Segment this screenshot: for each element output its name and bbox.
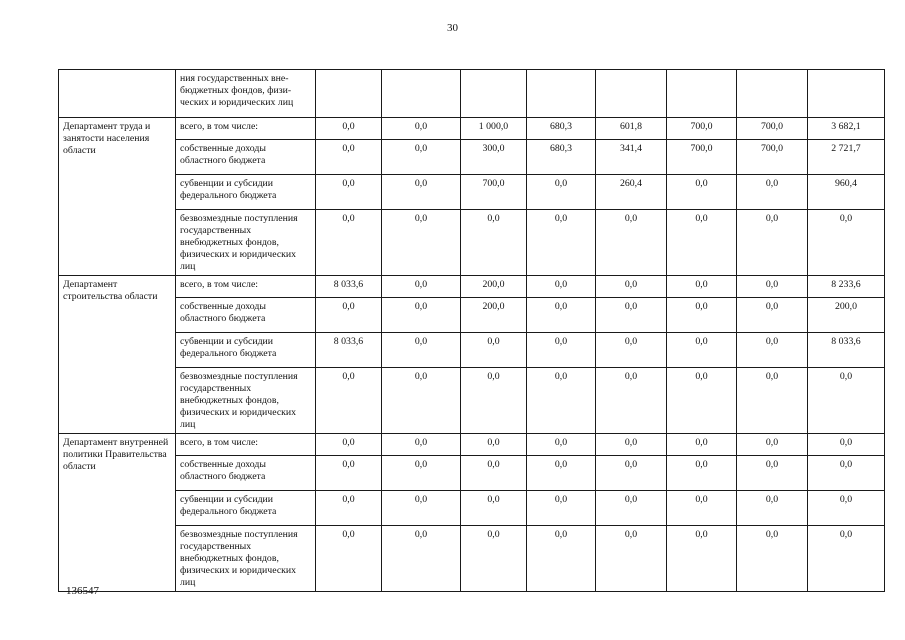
value-cell: 0,0: [667, 276, 737, 298]
value-cell: 680,3: [527, 140, 596, 175]
value-cell: 0,0: [596, 276, 667, 298]
value-cell: 0,0: [596, 456, 667, 491]
value-cell: 1 000,0: [461, 118, 527, 140]
value-cell: 0,0: [667, 491, 737, 526]
value-cell: 0,0: [737, 210, 808, 276]
funding-source-cell: безвозмездные поступления государственных внебюджетных фондов, физических и юридических лиц: [176, 526, 316, 592]
value-cell: 0,0: [527, 368, 596, 434]
value-cell: 0,0: [667, 526, 737, 592]
value-cell: 0,0: [737, 175, 808, 210]
value-cell: 0,0: [527, 491, 596, 526]
value-cell: 0,0: [461, 456, 527, 491]
value-cell: 200,0: [461, 276, 527, 298]
value-cell: 0,0: [316, 434, 382, 456]
funding-source-cell: собственные доходы областного бюджета: [176, 456, 316, 491]
value-cell: 0,0: [667, 368, 737, 434]
value-cell: 0,0: [316, 298, 382, 333]
table-row: [59, 298, 885, 333]
value-cell: 0,0: [316, 491, 382, 526]
value-cell: 700,0: [667, 140, 737, 175]
value-cell: 0,0: [316, 118, 382, 140]
value-cell: 0,0: [316, 210, 382, 276]
value-cell: 0,0: [596, 491, 667, 526]
department-cell: Департамент строительства области: [59, 276, 176, 434]
value-cell: 0,0: [382, 140, 461, 175]
funding-source-cell: всего, в том числе:: [176, 434, 316, 456]
value-cell: 0,0: [527, 333, 596, 368]
value-cell: 0,0: [737, 368, 808, 434]
total-cell: 0,0: [808, 210, 885, 276]
value-cell: 300,0: [461, 140, 527, 175]
value-cell: 0,0: [382, 118, 461, 140]
value-cell: 0,0: [527, 175, 596, 210]
value-cell: 700,0: [461, 175, 527, 210]
value-cell: 0,0: [737, 333, 808, 368]
value-cell: 0,0: [527, 456, 596, 491]
total-cell: 8 233,6: [808, 276, 885, 298]
value-cell: 0,0: [461, 526, 527, 592]
total-cell: 0,0: [808, 526, 885, 592]
value-cell: 200,0: [461, 298, 527, 333]
value-cell: 0,0: [461, 210, 527, 276]
table-row: [59, 491, 885, 526]
value-cell: 0,0: [382, 434, 461, 456]
value-cell: 0,0: [316, 368, 382, 434]
page-number: 30: [447, 22, 458, 34]
table-row-continuation: [59, 70, 885, 118]
value-cell: 0,0: [596, 526, 667, 592]
total-cell: 0,0: [808, 434, 885, 456]
value-cell: 0,0: [461, 434, 527, 456]
table-row: [59, 140, 885, 175]
value-cell: 0,0: [382, 333, 461, 368]
table-row: [59, 368, 885, 434]
value-cell: 0,0: [382, 210, 461, 276]
value-cell: 8 033,6: [316, 276, 382, 298]
value-cell: 0,0: [596, 434, 667, 456]
funding-source-cell: всего, в том числе:: [176, 276, 316, 298]
value-cell: 0,0: [667, 210, 737, 276]
total-cell: 2 721,7: [808, 140, 885, 175]
value-cell: 0,0: [461, 491, 527, 526]
value-cell: 700,0: [737, 118, 808, 140]
value-cell: 0,0: [596, 333, 667, 368]
value-cell: 0,0: [527, 276, 596, 298]
table-row: [59, 276, 885, 298]
value-cell: 0,0: [316, 526, 382, 592]
value-cell: 0,0: [737, 276, 808, 298]
value-cell: 0,0: [316, 175, 382, 210]
value-cell: 0,0: [737, 526, 808, 592]
value-cell: 0,0: [461, 333, 527, 368]
value-cell: 0,0: [382, 368, 461, 434]
value-cell: 0,0: [461, 368, 527, 434]
value-cell: 0,0: [382, 276, 461, 298]
value-cell: 0,0: [596, 298, 667, 333]
value-cell: 680,3: [527, 118, 596, 140]
value-cell: 0,0: [667, 298, 737, 333]
value-cell: 601,8: [596, 118, 667, 140]
value-cell: 0,0: [527, 298, 596, 333]
value-cell: 0,0: [737, 456, 808, 491]
value-cell: 0,0: [527, 526, 596, 592]
value-cell: 341,4: [596, 140, 667, 175]
table-row: [59, 456, 885, 491]
value-cell: 0,0: [527, 210, 596, 276]
value-cell: 700,0: [667, 118, 737, 140]
value-cell: 0,0: [382, 298, 461, 333]
value-cell: 0,0: [316, 456, 382, 491]
table-row: [59, 526, 885, 592]
value-cell: 0,0: [667, 434, 737, 456]
table-row: [59, 333, 885, 368]
document-code: 136547: [66, 585, 99, 597]
value-cell: 0,0: [382, 175, 461, 210]
funding-source-cell: безвозмездные поступления государственных внебюджетных фондов, физических и юридических лиц: [176, 210, 316, 276]
department-cell: Департамент труда и занятости населения области: [59, 118, 176, 276]
funding-source-cell: собственные доходы областного бюджета: [176, 140, 316, 175]
total-cell: 960,4: [808, 175, 885, 210]
value-cell: 0,0: [667, 175, 737, 210]
value-cell: 0,0: [596, 368, 667, 434]
table-row: [59, 175, 885, 210]
value-cell: 0,0: [382, 491, 461, 526]
total-cell: 0,0: [808, 368, 885, 434]
total-cell: 0,0: [808, 491, 885, 526]
funding-source-cell: ния государственных вне-бюджетных фондов, физи-ческих и юридических лиц: [176, 70, 316, 118]
budget-table: [58, 69, 885, 592]
table-row: [59, 118, 885, 140]
value-cell: 0,0: [382, 526, 461, 592]
total-cell: 0,0: [808, 456, 885, 491]
funding-source-cell: безвозмездные поступления государственных внебюджетных фондов, физических и юридических лиц: [176, 368, 316, 434]
department-cell: Департамент внутренней политики Правительства области: [59, 434, 176, 592]
total-cell: 3 682,1: [808, 118, 885, 140]
value-cell: 0,0: [737, 491, 808, 526]
table-row: [59, 210, 885, 276]
total-cell: 200,0: [808, 298, 885, 333]
department-cell: [59, 70, 176, 118]
value-cell: 260,4: [596, 175, 667, 210]
total-cell: 8 033,6: [808, 333, 885, 368]
value-cell: 0,0: [316, 140, 382, 175]
value-cell: 0,0: [596, 210, 667, 276]
value-cell: 0,0: [667, 456, 737, 491]
value-cell: 8 033,6: [316, 333, 382, 368]
funding-source-cell: всего, в том числе:: [176, 118, 316, 140]
value-cell: 0,0: [737, 298, 808, 333]
funding-source-cell: субвенции и субсидии федерального бюджета: [176, 333, 316, 368]
funding-source-cell: собственные доходы областного бюджета: [176, 298, 316, 333]
funding-source-cell: субвенции и субсидии федерального бюджета: [176, 491, 316, 526]
value-cell: 0,0: [527, 434, 596, 456]
value-cell: 0,0: [737, 434, 808, 456]
value-cell: 700,0: [737, 140, 808, 175]
value-cell: 0,0: [667, 333, 737, 368]
table-row: [59, 434, 885, 456]
value-cell: 0,0: [382, 456, 461, 491]
funding-source-cell: субвенции и субсидии федерального бюджета: [176, 175, 316, 210]
